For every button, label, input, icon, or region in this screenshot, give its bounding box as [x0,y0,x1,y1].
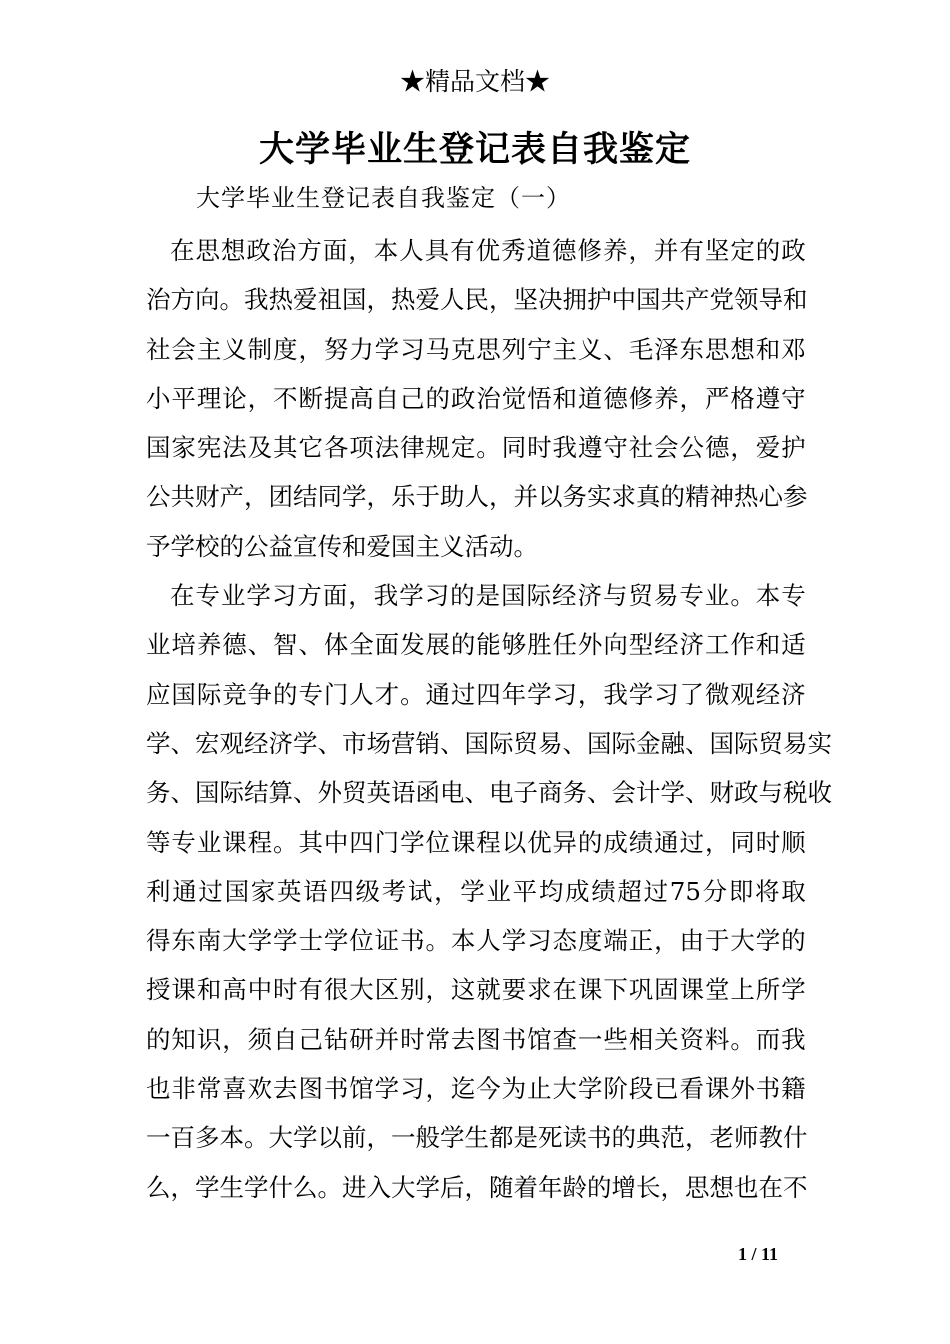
body-line: 的 知 识 ， 须 自 己 钻 研 并 时 常 去 图 书 馆 查 一 些 相 关 资 料 。 而 我 [146,1024,806,1054]
body-line: 国 家 宪 法 及 其 它 各 项 法 律 规 定 。 同 时 我 遵 守 社 会 公 德 ， 爱 护 [146,433,806,463]
body-line: 学 、 宏 观 经 济 学 、 市 场 营 销 、 国 际 贸 易 、 国 际 金 融 、 国 际 贸 易 实 [146,728,832,758]
body-line: 么 ， 学 生 学 什 么 。 进 入 大 学 后 ， 随 着 年 龄 的 增 长 ， 思 想 也 在 不 [146,1172,808,1202]
document-title: 大学毕业生登记表自我鉴定 [258,129,691,170]
document-body [146,226,832,1212]
body-line: 一 百 多 本 。 大 学 以 前 ， 一 般 学 生 都 是 死 读 书 的 典 范 ， 老 师 教 什 [146,1123,808,1153]
body-line: 公 共 财 产 ， 团 结 同 学 ， 乐 于 助 人 ， 并 以 务 实 求 真 的 精 神 热 心 参 [146,482,808,512]
body-line: 也 非 常 喜 欢 去 图 书 馆 学 习 ， 迄 今 为 止 大 学 阶 段 已 看 课 外 书 籍 [146,1074,806,1104]
body-line: 在 思 想 政 治 方 面 ， 本 人 具 有 优 秀 道 德 修 养 ， 并 有 坚 定 的 政 [170,236,806,265]
section-heading: 大学毕业生登记表自我鉴定（一） [196,184,571,212]
body-line: 社 会 主 义 制 度 ， 努 力 学 习 马 克 思 列 宁 主 义 、 毛 泽 东 思 想 和 邓 [146,334,806,364]
body-line: 等 专 业 课 程 。 其 中 四 门 学 位 课 程 以 优 异 的 成 绩 通 过 ， 同 时 顺 [146,827,806,857]
body-line: 应 国 际 竞 争 的 专 门 人 才 。 通 过 四 年 学 习 ， 我 学 习 了 微 观 经 济 [146,679,806,709]
body-line: 得 东 南 大 学 学 士 学 位 证 书 。 本 人 学 习 态 度 端 正 ， 由 于 大 学 的 [146,926,806,956]
body-line: 在 专 业 学 习 方 面 ， 我 学 习 的 是 国 际 经 济 与 贸 易 专 业 。 本 专 [170,581,806,611]
page-number: 1 / 11 [738,1244,779,1264]
body-line: 授 课 和 高 中 时 有 很 大 区 别 ， 这 就 要 求 在 课 下 巩 固 课 堂 上 所 学 [146,975,806,1005]
body-line: 务 、 国 际 结 算 、 外 贸 英 语 函 电 、 电 子 商 务 、 会 计 学 、 财 政 与 税 收 [146,778,832,808]
header-banner: ★精品文档★ [399,67,550,96]
body-line: 予 学 校 的 公 益 宣 传 和 爱 国 主 义 活 动 。 [146,531,538,561]
body-line: 利 通 过 国 家 英 语 四 级 考 试 ， 学 业 平 均 成 绩 超 过 75 分 即 将 取 [146,876,806,906]
body-line: 小 平 理 论 ， 不 断 提 高 自 己 的 政 治 觉 悟 和 道 德 修 养 ， 严 格 遵 守 [146,383,806,413]
body-line: 治 方 向 。 我 热 爱 祖 国 ， 热 爱 人 民 ， 坚 决 拥 护 中 国 共 产 党 领 导 和 [146,285,808,315]
body-line: 业 培 养 德 、 智 、 体 全 面 发 展 的 能 够 胜 任 外 向 型 经 济 工 作 和 适 [146,630,806,660]
